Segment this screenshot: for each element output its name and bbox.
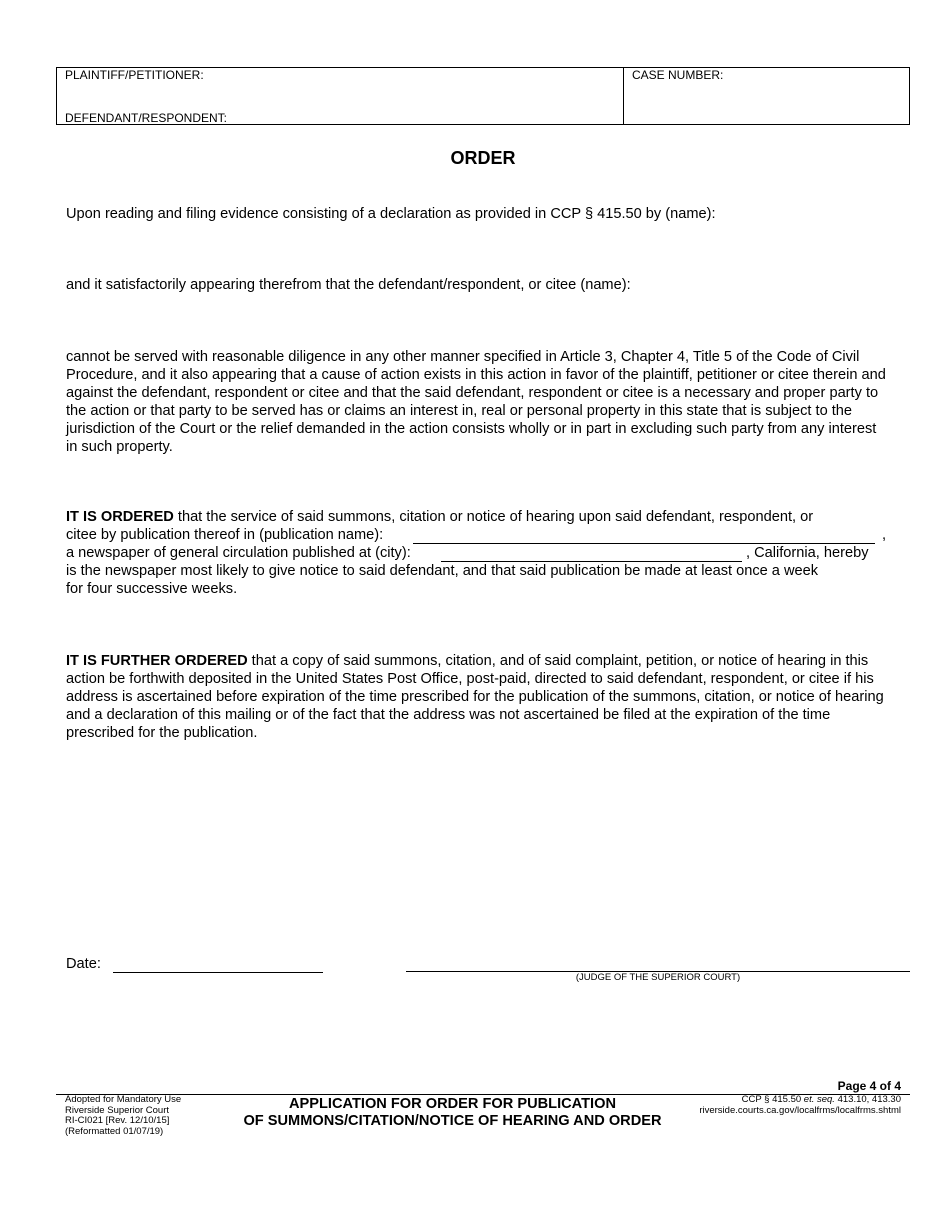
date-field[interactable] <box>113 972 323 973</box>
ordered-line-2-comma: , <box>882 527 887 543</box>
further-ordered-paragraph <box>66 652 890 742</box>
ordered-line-4: is the newspaper most likely to give notice to said defendant, and that said publication be made at least once a week <box>66 563 819 579</box>
ordered-lead: IT IS ORDERED <box>66 509 174 525</box>
page-number: Page 4 of 4 <box>837 1079 901 1093</box>
ccp-sections: 413.10, 413.30 <box>834 1094 901 1105</box>
ccp-text: CCP § 415.50 <box>741 1094 804 1105</box>
form-title <box>200 1096 705 1130</box>
footer-left-line: Riverside Superior Court <box>65 1104 170 1116</box>
ordered-line-3: a newspaper of general circulation published at (city): <box>66 545 411 561</box>
case-number-label: CASE NUMBER: <box>632 68 724 82</box>
ccp-et-seq: et. seq. <box>803 1094 835 1105</box>
footer-form-info <box>65 1095 181 1137</box>
plaintiff-label: PLAINTIFF/PETITIONER: <box>65 68 204 82</box>
footer-citation <box>699 1095 901 1116</box>
further-ordered-lead: IT IS FURTHER ORDERED <box>66 653 248 669</box>
form-title-line-2: OF SUMMONS/CITATION/NOTICE OF HEARING AND ORDER <box>243 1113 662 1129</box>
declaration-paragraph: Upon reading and filing evidence consisting of a declaration as provided in CCP § 415.50 by (name): <box>66 206 716 222</box>
form-title-line-1: APPLICATION FOR ORDER FOR PUBLICATION <box>289 1096 616 1112</box>
ordered-line-5: for four successive weeks. <box>66 581 238 597</box>
footer-left-line: RI-CI021 [Rev. 12/10/15] <box>65 1115 170 1126</box>
further-ordered-text: that a copy of said summons, citation, and of said complaint, petition, or notice of hearing in this action be forthwith deposited in the United States Post Office, post-paid, directed to said defendant, respondent, or citee if his address is ascertained before expiration of the time prescribed for the publication of the summons, citation, or notice of hearing and a declaration of this mailing or of the fact that the address was not ascertained be filed at the expiration of the time prescribed for the publication. <box>66 653 884 741</box>
ordered-line-1-text: that the service of said summons, citation or notice of hearing upon said defendant, respondent, or <box>173 509 814 525</box>
ordered-line-2: citee by publication thereof in (publication name): <box>66 527 384 543</box>
citee-paragraph: and it satisfactorily appearing therefrom that the defendant/respondent, or citee (name): <box>66 277 631 293</box>
diligence-paragraph: cannot be served with reasonable diligence in any other manner specified in Article 3, Chapter 4, Title 5 of the Code of Civil Procedure, and it also appearing that a cause of action exists in this action in favor of the plaintiff, petitioner or citee therein and against the defendant, respondent or citee and that the said defendant, respondent or citee is a necessary and proper party to the action or that party to be served has or claims an interest in, real or personal property in this state that is subject to the jurisdiction of the Court or the relief demanded in the action consists wholly or in part in excluding such party from any interest in such property. <box>66 349 886 455</box>
footer-url[interactable]: riverside.courts.ca.gov/localfrms/localfrms.shtml <box>699 1104 901 1116</box>
date-label: Date: <box>66 956 101 972</box>
footer-ccp-citation <box>699 1095 901 1106</box>
caption-divider <box>623 67 624 125</box>
defendant-label: DEFENDANT/RESPONDENT: <box>65 111 228 125</box>
ordered-line-1 <box>66 508 813 526</box>
judge-caption: (JUDGE OF THE SUPERIOR COURT) <box>575 972 741 983</box>
footer-left-line: (Reformatted 01/07/19) <box>65 1125 164 1137</box>
ordered-line-3-end: , California, hereby <box>746 545 869 561</box>
order-title: ORDER <box>450 148 516 168</box>
footer-left-line: Adopted for Mandatory Use <box>65 1094 182 1105</box>
